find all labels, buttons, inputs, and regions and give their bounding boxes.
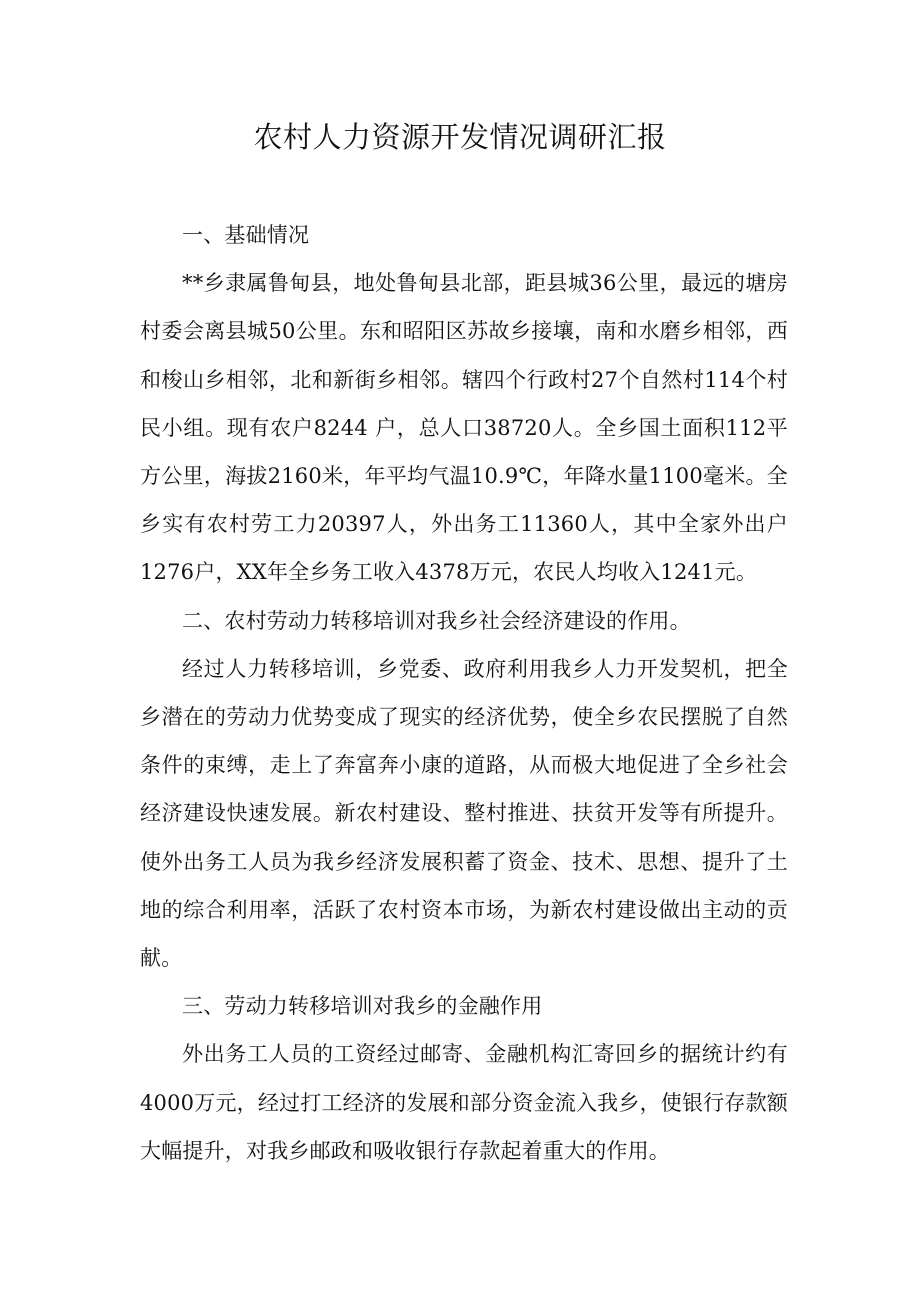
section-heading-training-role: 二、农村劳动力转移培训对我乡社会经济建设的作用。 (182, 608, 691, 633)
paragraph-training-role: 经过人力转移培训，乡党委、政府利用我乡人力开发契机，把全乡潜在的劳动力优势变成了现实的经济优势，使全乡农民摆脱了自然条件的束缚，走上了奔富奔小康的道路，从而极大地促进了全乡社会经济建设快速发展。新农村建设、整村推进、扶贫开发等有所提升。使外出务工人员为我乡经济发展积蓄了资金、技术、思想、提升了土地的综合利用率，活跃了农村资本市场，为新农村建设做出主动的贡献。 (140, 656, 788, 971)
paragraph-financial-role: 外出务工人员的工资经过邮寄、金融机构汇寄回乡的据统计约有4000万元，经过打工经济的发展和部分资金流入我乡，使银行存款额大幅提升，对我乡邮政和吸收银行存款起着重大的作用。 (140, 1042, 788, 1163)
section-heading-financial-role: 三、劳动力转移培训对我乡的金融作用 (182, 994, 543, 1019)
paragraph-basic-situation: **乡隶属鲁甸县，地处鲁甸县北部，距县城36公里，最远的塘房村委会离县城50公里。东和昭阳区苏故乡接壤，南和水磨乡相邻，西和梭山乡相邻，北和新街乡相邻。辖四个行政村27个自然村114个村民小组。现有农户8244 户，总人口38720人。全乡国土面积112平方公里，海拔2160米，年平均气温10.9℃，年降水量1100毫米。全乡实有农村劳工力20397人，外出务工11360人，其中全家外出户1276户，XX年全乡务工收入4378万元，农民人均收入1241元。 (140, 271, 788, 585)
document-body (140, 211, 788, 1175)
section-heading-basic-situation: 一、基础情况 (182, 223, 310, 247)
document-title: 农村人力资源开发情况调研汇报 (253, 120, 667, 154)
